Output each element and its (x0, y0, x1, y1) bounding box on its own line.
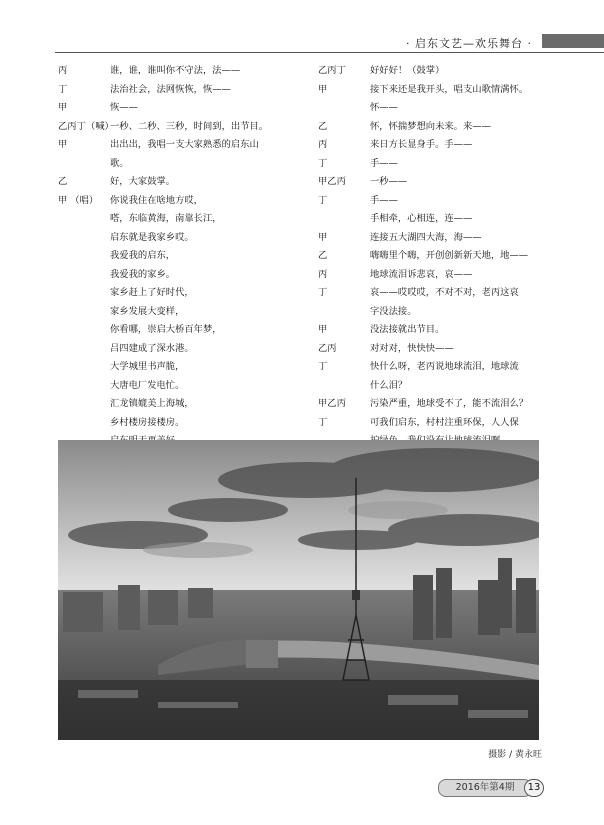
line-text: 来日方长显身手。手—— (370, 139, 473, 150)
line-text: 家乡发展大变样， (110, 305, 185, 317)
speaker-label (58, 284, 110, 303)
dialogue-line (318, 229, 550, 248)
dialogue-line (318, 173, 550, 192)
speaker-label (58, 340, 110, 359)
dialogue-line (58, 247, 303, 266)
line-text: 手相牵，心相连，连—— (370, 213, 473, 224)
speaker-label: 丙 (318, 268, 328, 280)
dialogue-line (58, 136, 303, 155)
line-text: 哀——哎哎哎，不对不对，老丙这哀 (370, 287, 519, 298)
speaker-label (58, 303, 110, 322)
speaker-label: 乙丙 (318, 342, 337, 354)
line-text: 恢—— (110, 102, 138, 113)
dialogue-line (318, 155, 550, 174)
line-text: 什么泪？ (370, 379, 408, 391)
dialogue-line (58, 81, 303, 100)
line-text: 歌。 (110, 157, 129, 169)
city-skyline-image (58, 440, 539, 740)
line-text: 一秒、二秒、三秒，时间到，出节目。 (110, 120, 269, 132)
line-text: 字没法接。 (370, 305, 417, 317)
dialogue-line (58, 229, 303, 248)
line-text: 谁，谁，谁叫你不守法，法—— (110, 65, 241, 76)
line-text: 可我们启东，村村注重环保，人人保 (370, 416, 519, 428)
line-text: 汇龙镇媲美上海城， (110, 398, 194, 409)
dialogue-line (318, 284, 550, 303)
speaker-label: 丁 (318, 361, 328, 372)
line-text: 对对对，快快快—— (370, 342, 454, 354)
column-title: · 启东文艺—欢乐舞台 · (406, 37, 532, 50)
speaker-label: 甲乙丙 (318, 398, 346, 409)
line-text: 我爱我的家乡。 (110, 268, 176, 280)
speaker-label (58, 210, 110, 229)
dialogue-line (318, 247, 550, 266)
speaker-label: 丁 (318, 194, 328, 206)
line-text: 手—— (370, 194, 398, 206)
dialogue-line (58, 414, 303, 433)
speaker-label (58, 155, 110, 174)
line-text: 连接五大湖四大海，海—— (370, 231, 482, 243)
speaker-label: 甲 （唱） (58, 194, 99, 206)
dialogue-line (58, 358, 303, 377)
dialogue-line (318, 136, 550, 155)
line-text: 启东就是我家乡哎。 (110, 231, 194, 243)
line-text: 怀—— (370, 102, 398, 113)
right-column (318, 62, 550, 469)
dialogue-line (58, 303, 303, 322)
line-text: 好好好！（鼓掌） (370, 65, 445, 76)
left-column (58, 62, 303, 469)
dialogue-line (318, 266, 550, 285)
speaker-label: 甲 (58, 102, 68, 113)
speaker-label: 乙丙丁（喊） (58, 120, 114, 132)
line-text: 没法接就出节目。 (370, 324, 445, 335)
header-bar (542, 34, 604, 48)
speaker-label: 甲乙丙 (318, 176, 346, 187)
dialogue-line (318, 192, 550, 211)
dialogue-line (58, 62, 303, 81)
dialogue-line (318, 340, 550, 359)
speaker-label: 乙 (58, 176, 68, 187)
speaker-label (318, 99, 370, 118)
line-text: 接下来还是我开头，唱支山歌情满怀。 (370, 83, 529, 95)
dialogue-line (318, 321, 550, 340)
dialogue-line (58, 155, 303, 174)
dialogue-line (58, 284, 303, 303)
speaker-label (58, 266, 110, 285)
page-footer (438, 779, 546, 795)
city-photo (58, 440, 539, 740)
speaker-label: 丁 (318, 287, 328, 298)
speaker-label (58, 414, 110, 433)
dialogue-line (318, 81, 550, 100)
speaker-label (58, 395, 110, 414)
dialogue-line (58, 340, 303, 359)
line-text: 你说我住在啥地方哎， (110, 194, 203, 206)
speaker-label: 乙丙丁 (318, 65, 346, 76)
speaker-label: 丙 (58, 65, 68, 76)
dialogue-line (58, 210, 303, 229)
line-text: 好，大家鼓掌。 (110, 176, 176, 187)
dialogue-line (58, 395, 303, 414)
dialogue-line (58, 321, 303, 340)
speaker-label: 丁 (318, 416, 328, 428)
line-text: 出出出，我唱一支大家熟悉的启东山 (110, 139, 259, 150)
speaker-label: 甲 (318, 324, 328, 335)
dialogue-line (58, 118, 303, 137)
dialogue-line (318, 62, 550, 81)
line-text: 污染严重，地球受不了，能不流泪么？ (370, 398, 529, 409)
speaker-label (58, 229, 110, 248)
line-text: 我爱我的启东， (110, 250, 176, 261)
line-text: 乡村楼房接楼房。 (110, 416, 185, 428)
dialogue-line (58, 173, 303, 192)
speaker-label (58, 247, 110, 266)
dialogue-line (318, 414, 550, 433)
photo-credit: 摄影 / 黄永旺 (488, 750, 542, 760)
line-text: 家乡赶上了好时代， (110, 287, 194, 298)
dialogue-line (318, 377, 550, 396)
line-text: 嗨嗨里个嗨，开创创新新天地，地—— (370, 250, 529, 261)
line-text: 吕四建成了深水港。 (110, 342, 194, 354)
speaker-label: 丁 (58, 83, 68, 95)
line-text: 地球流泪诉悲哀，哀—— (370, 268, 473, 280)
dialogue-line (58, 192, 303, 211)
speaker-label (58, 377, 110, 396)
speaker-label (318, 303, 370, 322)
dialogue-line (318, 118, 550, 137)
line-text: 嗒，东临黄海，南靠长江， (110, 213, 222, 224)
dialogue-line (58, 99, 303, 118)
dialogue-line (58, 266, 303, 285)
dialogue-line (318, 210, 550, 229)
speaker-label: 乙 (318, 250, 328, 261)
page-number: 13 (524, 779, 544, 797)
line-text: 你看哪，崇启大桥百年梦， (110, 324, 222, 335)
line-text: 法治社会，法网恢恢，恢—— (110, 83, 231, 95)
dialogue-line (318, 303, 550, 322)
speaker-label (318, 377, 370, 396)
speaker-label: 甲 (318, 83, 328, 95)
speaker-label (58, 321, 110, 340)
line-text: 大唐电厂发电忙。 (110, 379, 185, 391)
speaker-label: 丙 (318, 139, 328, 150)
issue-label: 2016年第4期 (438, 779, 532, 797)
dialogue-line (318, 358, 550, 377)
speaker-label: 丁 (318, 157, 328, 169)
line-text: 怀，怀揣梦想向未来。来—— (370, 120, 491, 132)
speaker-label (58, 358, 110, 377)
running-header (55, 30, 604, 53)
line-text: 快什么呀，老丙说地球流泪，地球流 (370, 361, 519, 372)
dialogue-line (58, 377, 303, 396)
speaker-label: 甲 (318, 231, 328, 243)
line-text: 一秒—— (370, 176, 408, 187)
line-text: 大学城里书声脆， (110, 361, 185, 372)
speaker-label (318, 210, 370, 229)
dialogue-line (318, 99, 550, 118)
dialogue-line (318, 395, 550, 414)
speaker-label: 甲 (58, 139, 68, 150)
speaker-label: 乙 (318, 120, 328, 132)
line-text: 手—— (370, 157, 398, 169)
